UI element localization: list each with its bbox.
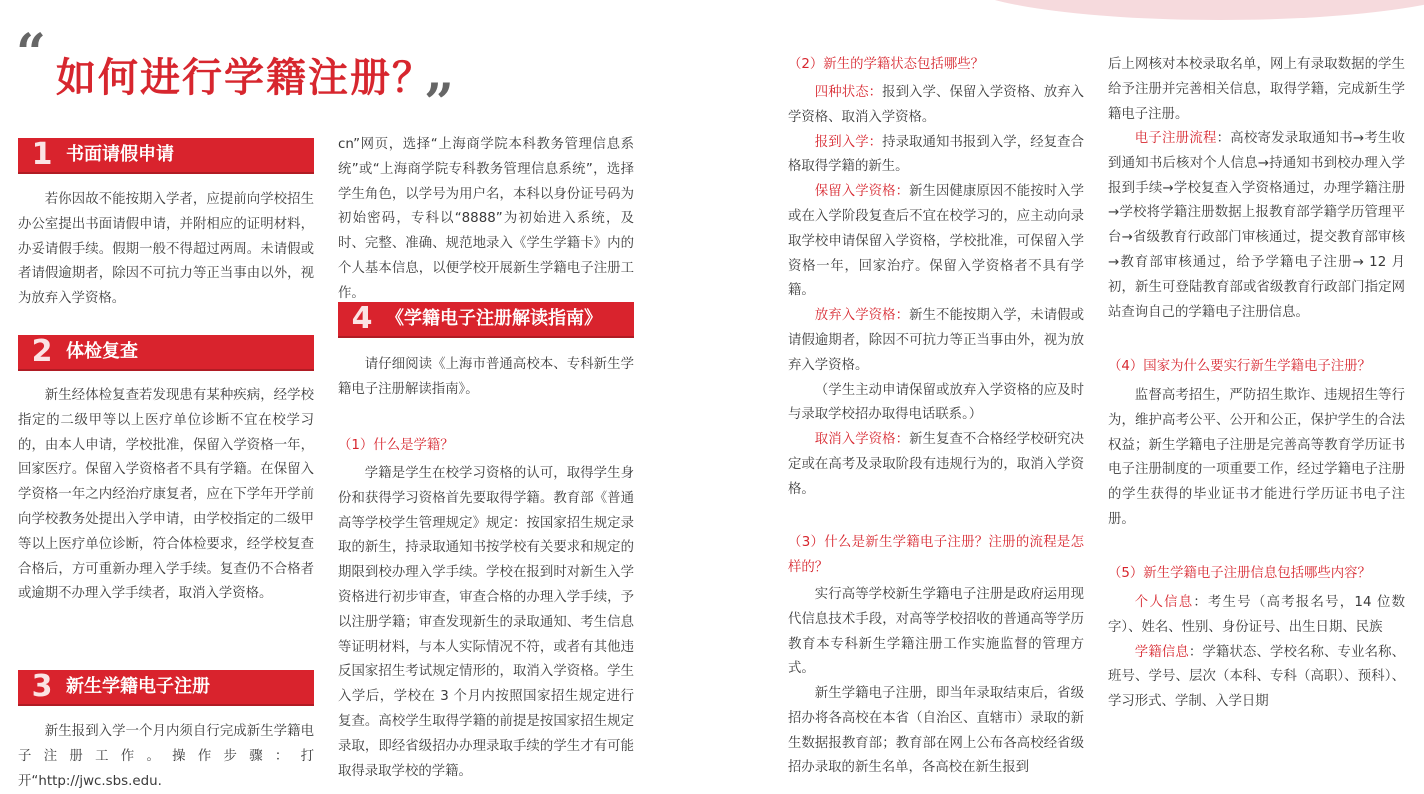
info-label: 学籍信息 [1134,644,1189,660]
section-title: 新生学籍电子注册 [66,675,210,697]
status-note: （学生主动申请保留或放弃入学资格的应及时与录取学校招办取得电话联系。） [788,382,1084,423]
answer-5 [1108,591,1405,715]
status-sep: ： [895,432,910,448]
registration-flow [1108,127,1405,325]
section-4-body: 请仔细阅读《上海市普通高校本、专科新生学籍电子注册解读指南》。 [338,357,634,397]
status-item [788,131,1084,181]
info-text: ：学籍状态、学校名称、专业名称、班号、学号、层次（本科、专科（高职）、预科）、学习形式、学制、入学日期 [1108,644,1406,710]
answer-4: 监督高考招生，严防招生欺诈、违规招生等行为，维护高考公平、公开和公正，保护学生的合法权益；新生学籍电子注册是完善高等教育学历证书电子注册制度的一项重要工作，经过学籍电子注册的学生获得的毕业证书才能进行学历证书电子注册。 [1108,388,1405,527]
section-2-body: 新生经体检复查若发现患有某种疾病，经学校指定的二级甲等以上医疗单位诊断不宜在校学习的，由本人申请，学校批准，保留入学资格一年，回家医疗。保留入学资格者不具有学籍。在保留入学资格一年之内经治疗康复者，应在下学年开学前向学校教务处提出入学申请，由学校指定的二级甲等以上医疗单位诊断，符合体检要求，经学校复查合格后，方可重新办理入学手续。复查仍不合格者或逾期不办理入学手续者，取消入学资格。 [18,388,314,602]
answer-3-p2-cont: 后上网核对本校录取名单，网上有录取数据的学生给予注册并完善相关信息，取得学籍，完成新生学籍电子注册。 [1108,57,1405,122]
section-1-header [18,138,314,172]
flow-text: ：高校寄发录取通知书→考生收到通知书后核对个人信息→持通知书到校办理入学报到手续→学校复查入学资格通过，办理学籍注册→学校将学籍注册数据上报教育部学籍学历管理平台→省级教育行政部门审核通过，提交教育部审核→教育部审核通过，给予学籍电子注册→ 12 月初，新生可登陆教育部或省级教育行政部门指定网站查询自己的学籍电子注册信息。 [1108,131,1405,320]
section-number: 2 [31,333,53,369]
question-2: （2）新生的学籍状态包括哪些？ [788,57,984,72]
status-label: 保留入学资格 [814,184,896,200]
section-title: 《学籍电子注册解读指南》 [386,307,602,329]
section-2-header [18,335,314,369]
section-title: 书面请假申请 [66,143,174,165]
question-3: （3）什么是新生学籍电子注册？注册的流程是怎样的？ [788,535,1084,575]
answer-2 [788,81,1084,503]
answer-3-p1: 实行高等学校新生学籍电子注册是政府运用现代信息技术手段，对高等学校招收的普通高等学历教育本专科新生学籍注册工作实施监督的管理方式。 [788,587,1084,677]
status-sep: ： [868,134,883,150]
section-3-body: 新生报到入学一个月内须自行完成新生学籍电子注册工作。操作步骤：打开“http://jwc.sbs.edu. [18,724,314,789]
question-4: （4）国家为什么要实行新生学籍电子注册？ [1108,359,1371,374]
info-text: ：考生号（高考报名号，14 位数字）、姓名、性别、身份证号、出生日期、民族 [1108,595,1406,635]
section-3-header [18,670,314,704]
question-1: （1）什么是学籍？ [338,438,454,453]
page-title: 如何进行学籍注册？ [56,55,434,101]
status-sep: ： [895,184,910,200]
status-sep: ： [868,85,883,100]
status-item [788,428,1084,502]
section-4-header [338,302,634,336]
status-text: 持录取通知书报到入学，经复查合格取得学籍的新生。 [788,134,1085,175]
answer-1: 学籍是学生在校学习资格的认可，取得学生身份和获得学习资格首先要取得学籍。教育部《普通高等学校学生管理规定》规定：按国家招生规定录取的新生，持录取通知书按学校有关要求和规定的期限到校办理入学手续。学校在报到时对新生入学资格进行初步审查，审查合格的办理入学手续，予以注册学籍；审查发现新生的录取通知、考生信息等证明材料，与本人实际情况不符，或者有其他违反国家招生考试规定情形的，取消入学资格。学生入学后，学校在 3 个月内按照国家招生规定进行复查。高校学生取得学籍的前提是按国家招生规定录取，即经省级招办办理录取手续的学生才有可能取得录取学校的学籍。 [338,466,634,779]
status-sep: ： [895,308,910,324]
status-label: 四种状态 [814,85,869,100]
personal-info [1108,591,1405,641]
status-label: 报到入学 [814,134,869,150]
close-quote-mark: ” [424,73,454,134]
section-number: 1 [31,136,53,172]
question-5: （5）新生学籍电子注册信息包括哪些内容？ [1108,566,1371,581]
section-number: 3 [31,668,53,704]
status-text: 报到入学、保留入学资格、放弃入学资格、取消入学资格。 [788,85,1085,125]
section-1-body: 若你因故不能按期入学者，应提前向学校招生办公室提出书面请假申请，并附相应的证明材料，办妥请假手续。假期一般不得超过两周。未请假或者请假逾期者，除因不可抗力等正当事由以外，视为放弃入学资格。 [18,192,314,307]
section-title: 体检复查 [66,340,138,362]
status-item [788,180,1084,304]
enrollment-info [1108,641,1405,715]
status-label: 取消入学资格 [814,432,896,448]
status-item [788,304,1084,378]
status-label: 放弃入学资格 [814,308,896,324]
info-label: 个人信息 [1134,595,1194,610]
status-item [788,81,1084,131]
status-text: 新生复查不合格经学校研究决定或在高考及录取阶段有违规行为的，取消入学资格。 [788,432,1085,497]
status-text: 新生因健康原因不能按时入学或在入学阶段复查后不宜在校学习的，应主动向录取学校申请保留入学资格，学校批准，可保留入学资格一年，回家治疗。保留入学资格者不具有学籍。 [788,184,1085,299]
open-quote-mark: “ [16,23,46,84]
section-number: 4 [351,300,373,336]
section-3-body-cont: cn”网页，选择“上海商学院本科教务管理信息系统”或“上海商学院专科教务管理信息系统”，选择学生角色，以学号为用户名，本科以身份证号码为初始密码，专科以“8888”为初始进入系统，及时、完整、准确、规范地录入《学生学籍卡》内的个人基本信息，以便学校开展新生学籍电子注册工作。 [338,137,634,301]
answer-3-p2: 新生学籍电子注册，即当年录取结束后，省级招办将各高校在本省（自治区、直辖市）录取的新生数据报教育部；教育部在网上公布各高校经省级招办录取的新生名单，各高校在新生报到 [788,686,1084,776]
decorative-arc [960,0,1424,20]
status-text: 新生不能按期入学，未请假或请假逾期者，除因不可抗力等正当事由外，视为放弃入学资格。 [788,308,1085,373]
flow-label: 电子注册流程 [1134,131,1217,146]
